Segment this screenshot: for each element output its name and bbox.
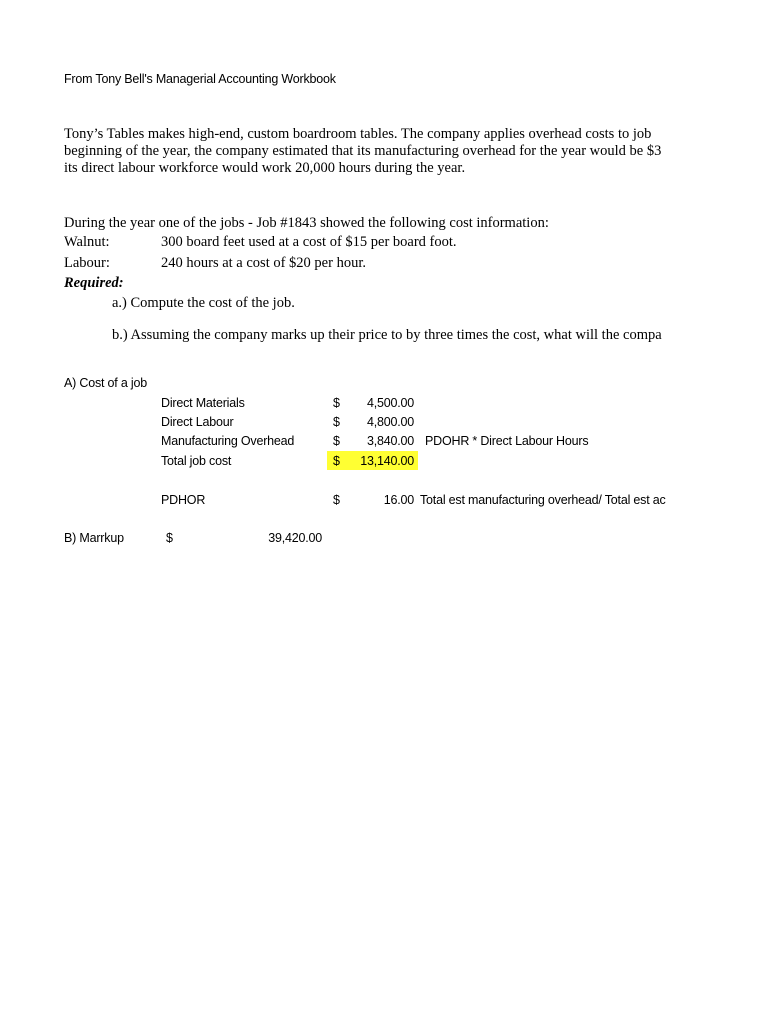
labour-text: 240 hours at a cost of $20 per hour. [161,255,366,271]
required-part-a: a.) Compute the cost of the job. [112,295,295,311]
row-manufacturing-overhead-note: PDOHR * Direct Labour Hours [425,434,589,448]
intro-line-3: its direct labour workforce would work 20,000 hours during the year. [64,161,466,176]
row-total-job-cost-currency: $ [333,454,340,468]
row-manufacturing-overhead-currency: $ [333,434,340,448]
row-direct-materials-label: Direct Materials [161,396,245,410]
required-label: Required: [64,275,124,291]
pdhor-value: 16.00 [383,493,414,507]
intro-line-2: beginning of the year, the company estimated that its manufacturing overhead for the year would be $3 [64,144,662,159]
row-direct-materials-value: 4,500.00 [366,396,414,410]
section-a-title: A) Cost of a job [64,376,147,390]
required-part-b: b.) Assuming the company marks up their price to by three times the cost, what will the compa [112,328,662,343]
pdhor-currency: $ [333,493,340,507]
intro-line-1: Tony’s Tables makes high-end, custom boardroom tables. The company applies overhead costs to job [64,127,652,142]
workbook-source-header: From Tony Bell's Managerial Accounting Workbook [64,72,336,86]
walnut-label: Walnut: [64,234,110,250]
pdhor-note: Total est manufacturing overhead/ Total est ac [420,494,666,507]
row-manufacturing-overhead-value: 3,840.00 [366,434,414,448]
section-b-value: 39,420.00 [268,531,322,545]
row-direct-labour-value: 4,800.00 [366,415,414,429]
pdhor-label: PDHOR [161,493,206,507]
row-manufacturing-overhead-label: Manufacturing Overhead [161,434,295,448]
row-total-job-cost-value: 13,140.00 [360,454,414,468]
walnut-text: 300 board feet used at a cost of $15 per board foot. [161,234,457,250]
section-b-currency: $ [166,531,173,545]
row-total-job-cost-label: Total job cost [161,454,232,468]
row-direct-labour-currency: $ [333,415,340,429]
section-b-label: B) Marrkup [64,531,124,545]
job-info-intro: During the year one of the jobs - Job #1843 showed the following cost information: [64,216,549,231]
row-direct-materials-currency: $ [333,396,340,410]
row-direct-labour-label: Direct Labour [161,415,234,429]
labour-label: Labour: [64,255,110,271]
